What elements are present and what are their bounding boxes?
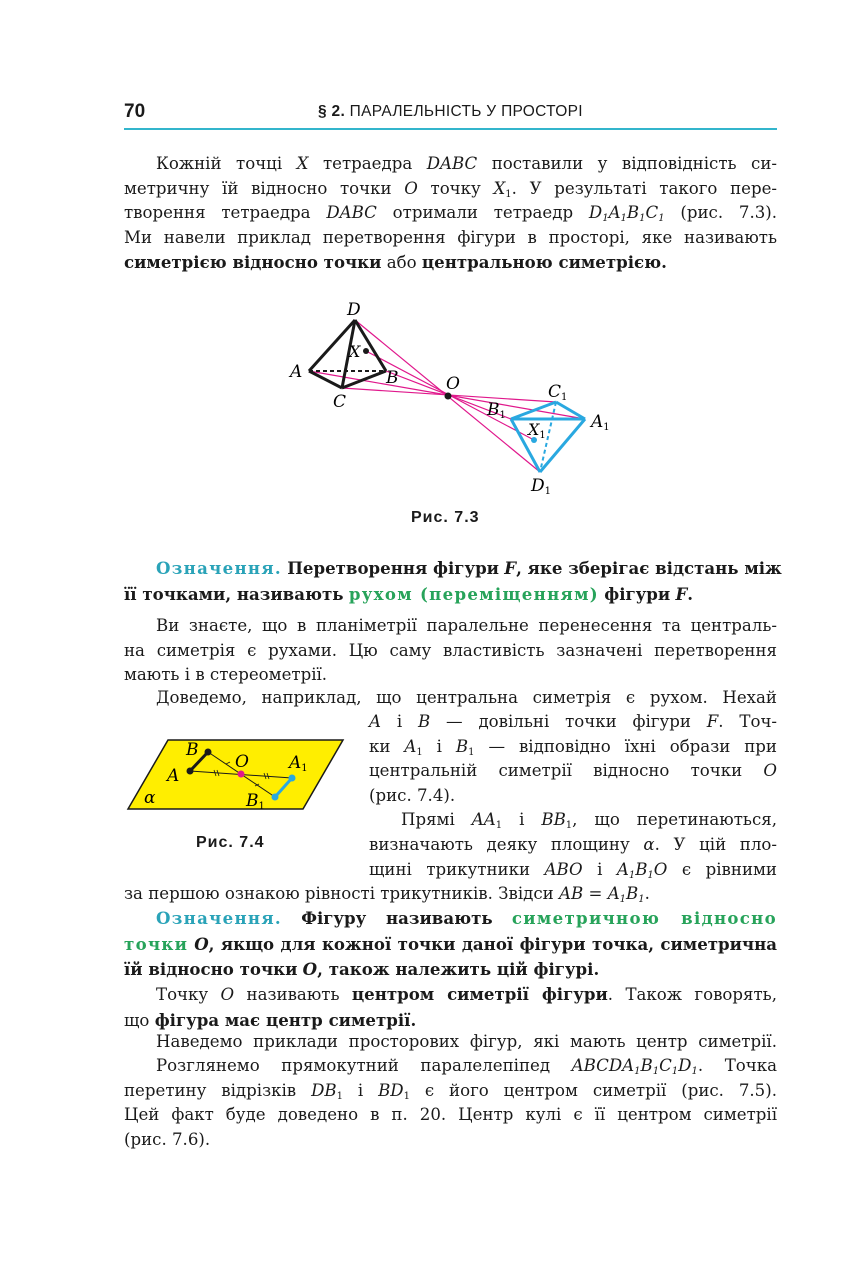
figure-7-3-caption: Рис. 7.3 [411, 509, 480, 526]
page-number: 70 [124, 101, 146, 122]
text-line: Означення. Перетворення фігури F, яке зберігає відстань між [156, 558, 782, 578]
section-title: ПАРАЛЕЛЬНІСТЬ У ПРОСТОРІ [349, 103, 583, 120]
label-a: A [167, 766, 180, 786]
text-line: мають і в стереометрії. [124, 665, 328, 685]
text-line: щині трикутники ABO і $A_1B_1O$ є рівними [369, 859, 777, 881]
label-x1: X1 [528, 420, 546, 441]
label-alpha: α [144, 788, 156, 808]
text-line: Означення. Фігуру називають симетричною відносно [156, 908, 777, 928]
text-line: A і B — довільні точки фігури F. Точ- [369, 712, 778, 731]
definition-symmetric-figure [124, 906, 777, 983]
text-line: на симетрія є рухами. Цю саму властивість зазначені перетворення [124, 640, 777, 660]
text-line: Ви знаєте, що в планіметрії паралельне перенесення та централь- [156, 616, 777, 635]
text-line: центральній симетрії відносно точки O [369, 761, 777, 781]
running-header [318, 103, 583, 121]
label-o: O [235, 752, 249, 772]
paragraph-parallelepiped [124, 1054, 777, 1152]
paragraph-central-symmetry-intro [124, 152, 777, 276]
point-a1 [289, 775, 296, 782]
text-line: Доведемо, наприклад, що центральна симетрія є рухом. Нехай [156, 688, 777, 707]
label-c: C [333, 392, 347, 412]
text-line: визначають деяку площину α. У цій пло- [369, 834, 777, 854]
section-mark: § 2. [318, 103, 346, 120]
label-c1: C1 [548, 382, 568, 403]
text-line: перетину відрізків $DB_1$ і $BD_1$ є його центром симетрії (рис. 7.5). [124, 1080, 777, 1102]
label-a: A [290, 362, 303, 382]
paragraph-proof-body [369, 710, 777, 882]
figure-7-4-caption: Рис. 7.4 [196, 834, 265, 851]
figure-7-3-tetrahedra [280, 295, 620, 500]
definition-motion [124, 556, 782, 607]
text-line: точки O, якщо для кожної точки даної фігури точка, симетрична [124, 933, 777, 954]
text-line: за першою ознакою рівності трикутників. Звідси AB = $A_1B_1$. [124, 884, 650, 905]
label-b: B [186, 740, 199, 760]
label-b1: B1 [246, 791, 265, 812]
label-d1: D1 [531, 476, 552, 497]
paragraph-planimetry [124, 614, 777, 688]
label-b1: B1 [487, 400, 506, 421]
paragraph-proof-start [124, 686, 777, 711]
text-line: Розглянемо прямокутний паралелепіпед $ABCDA_1B_1C_1D_1$. Точка [156, 1056, 778, 1077]
label-b: B [386, 368, 399, 388]
point-x [363, 348, 369, 354]
paragraph-proof-end [124, 882, 777, 907]
paragraph-examples-intro [124, 1030, 777, 1055]
figure-7-4-plane [120, 735, 350, 820]
text-line: що фігура має центр симетрії. [124, 1009, 417, 1030]
text-line: її точками, називають рухом (переміщенням) фігури F. [124, 583, 694, 604]
text-line: (рис. 7.4). [369, 785, 456, 805]
text-line: Прямі $AA_1$ і $BB_1$, що перетинаються, [401, 810, 778, 832]
text-line: Цей факт буде доведено в п. 20. Центр кулі є її центром симетрії [124, 1105, 777, 1125]
text-line: Кожній точці X тетраедра DABC поставили у відповідність си- [156, 154, 777, 173]
point-a [187, 768, 194, 775]
point-b [205, 749, 212, 756]
point-b1 [272, 794, 279, 801]
label-x: X [349, 342, 361, 361]
label-a1: A1 [591, 412, 610, 433]
label-d: D [347, 300, 361, 320]
text-line: (рис. 7.6). [124, 1129, 211, 1149]
text-line: творення тетраедра DABC отримали тетраедр $D_1A_1B_1C_1$ (рис. 7.3). [124, 203, 778, 225]
text-line: їй відносно точки O, також належить цій фігурі. [124, 959, 600, 980]
text-line: ки $A_1$ і $B_1$ — відповідно їхні образи при [369, 736, 777, 758]
header-rule [124, 128, 777, 130]
text-line: симетрією відносно точки або центральною симетрією. [124, 252, 667, 273]
text-line: Наведемо приклади просторових фігур, які мають центр симетрії. [156, 1032, 777, 1051]
paragraph-center-of-symmetry [124, 982, 777, 1033]
label-a1: A1 [289, 753, 308, 774]
text-line: Ми навели приклад перетворення фігури в просторі, яке називають [124, 227, 777, 247]
text-line: Точку O називають центром симетрії фігури. Також говорять, [156, 984, 777, 1004]
text-line: метричну їй відносно точки O точку $X_1$. У результаті такого пере- [124, 178, 778, 200]
label-o: O [446, 374, 460, 394]
